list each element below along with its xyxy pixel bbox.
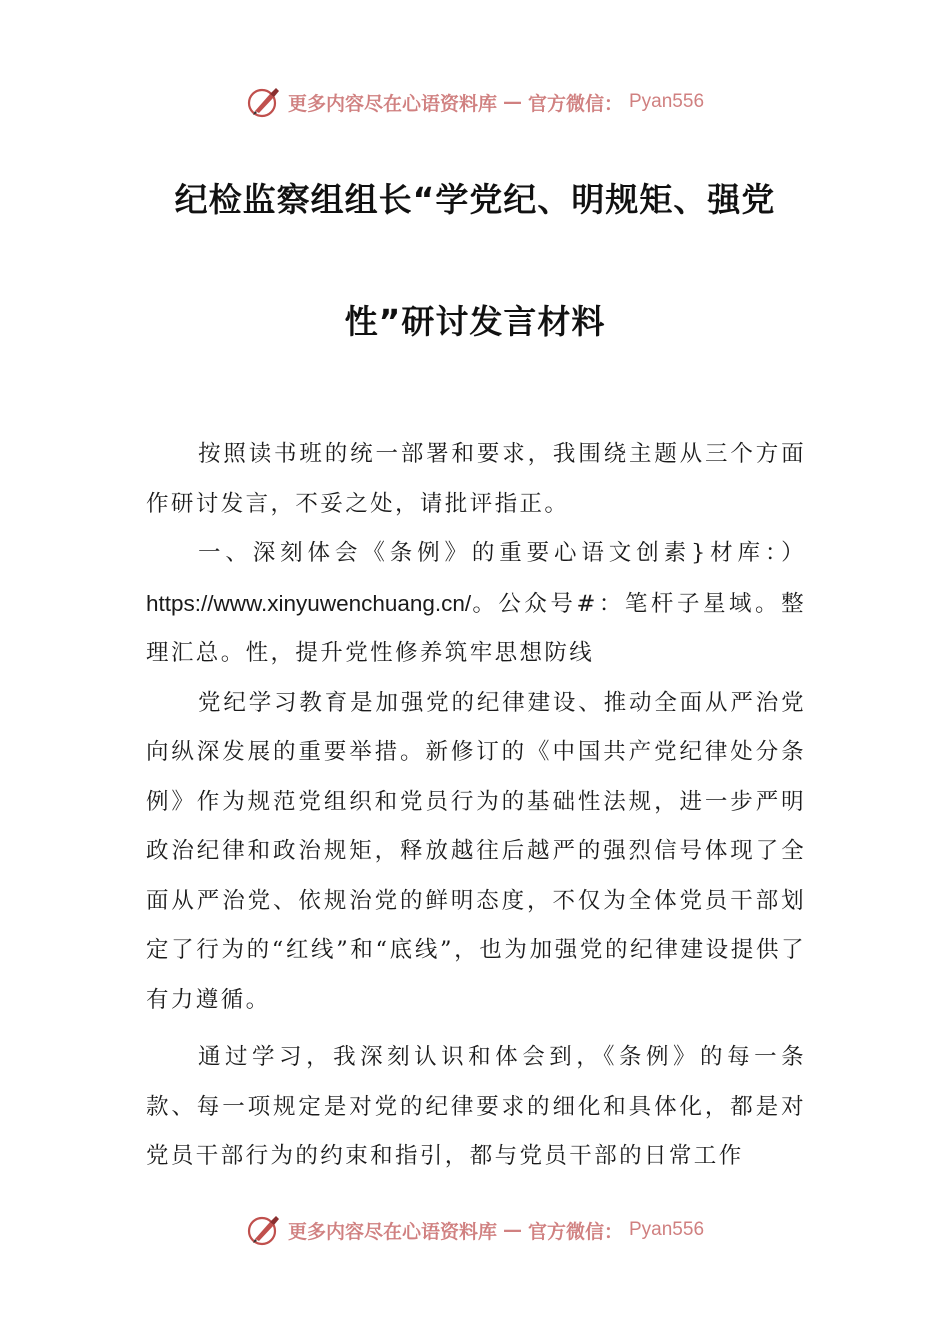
- paragraph-intro: 按照读书班的统一部署和要求，我围绕主题从三个方面作研讨发言，不妥之处，请批评指正。: [146, 441, 806, 517]
- source-url-link[interactable]: https://www.xinyuwenchuang.cn/: [146, 590, 472, 616]
- header-watermark: [0, 82, 950, 122]
- paragraph-body-1: 党纪学习教育是加强党的纪律建设、推动全面从严治党向纵深发展的重要举措。新修订的《中国共产党纪律处分条例》作为规范党组织和党员行为的基础性法规，进一步严明政治纪律和政治规矩，释放越往后越严的强烈信号体现了全面从严治党、依规治党的鲜明态度，不仅为全体党员干部划定了行为的“红线”和“底线”，也为加强党的纪律建设提供了有力遵循。: [146, 689, 806, 1013]
- document-title-line-2: 性”研讨发言材料: [344, 302, 606, 341]
- header-contact-id: Pyan556: [629, 91, 705, 112]
- footer-separator: —: [502, 1219, 522, 1241]
- document-body: [146, 430, 806, 1182]
- footer-contact-id: Pyan556: [629, 1219, 705, 1240]
- section-heading-text: 一、深刻体会《条例》的重要心语文创素}材库：）: [198, 540, 806, 566]
- header-contact-label: 官方微信：: [527, 92, 623, 115]
- document-title-line-1: 纪检监察组组长“学党纪、明规矩、强党: [174, 180, 776, 219]
- pen-nib-circle-icon: [246, 84, 282, 120]
- footer-watermark: [0, 1210, 950, 1250]
- header-separator: —: [502, 91, 522, 113]
- footer-contact-label: 官方微信：: [527, 1220, 623, 1243]
- paragraph-body-2: 通过学习，我深刻认识和体会到，《条例》的每一条款、每一项规定是对党的纪律要求的细化和具体化，都是对党员干部行为的约束和指引，都与党员干部的日常工作: [146, 1044, 806, 1169]
- header-brand-text: 更多内容尽在心语资料库: [287, 92, 497, 115]
- paragraph-section-heading: [146, 529, 806, 679]
- section-heading-tail: 。公众号#：笔杆子星域。整理汇总。性，提升党性修养筑牢思想防线: [146, 590, 806, 666]
- pen-nib-circle-icon: [246, 1212, 282, 1248]
- footer-brand-text: 更多内容尽在心语资料库: [287, 1220, 497, 1243]
